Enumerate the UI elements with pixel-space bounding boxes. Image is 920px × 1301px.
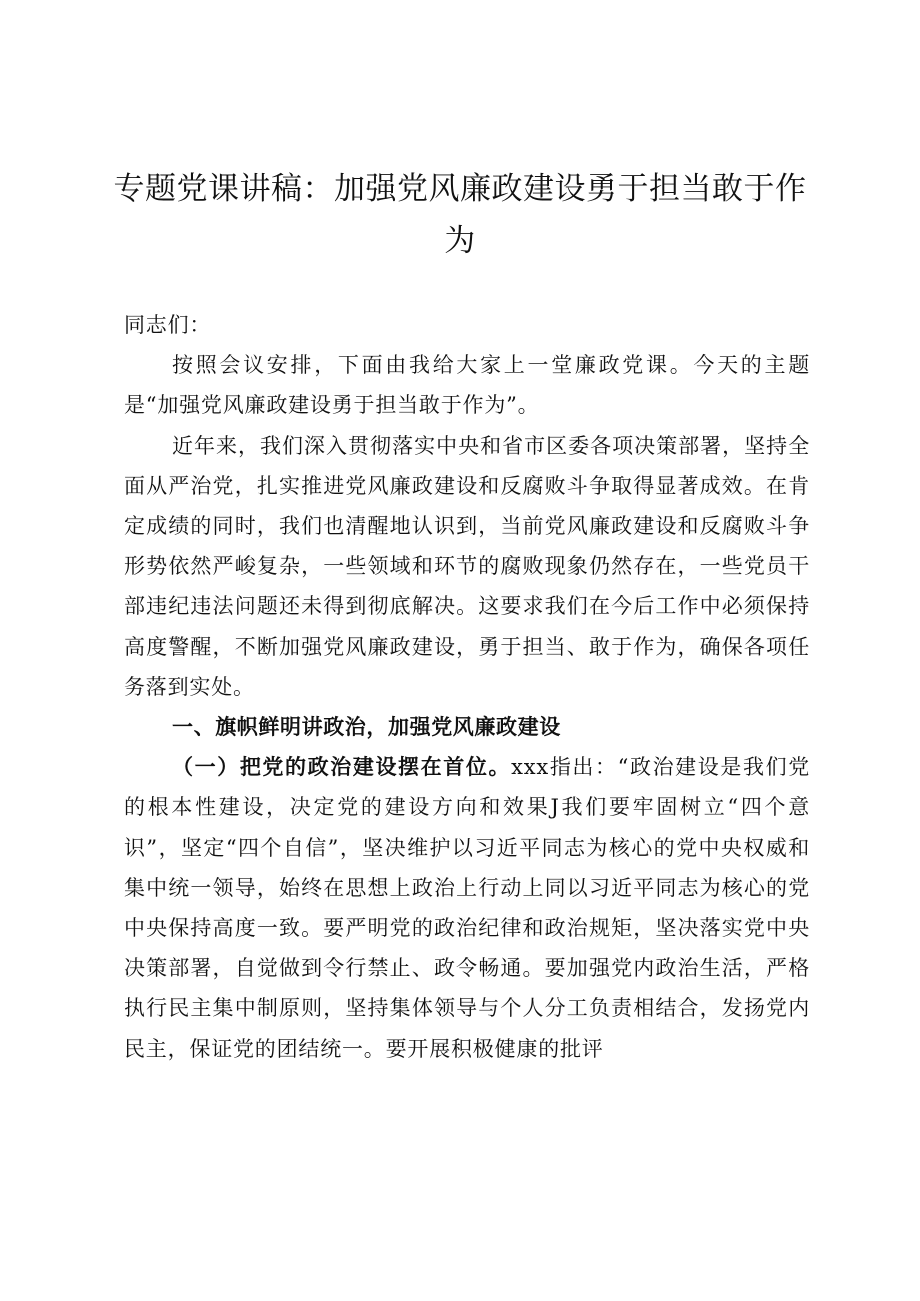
paragraph-intro: 按照会议安排，下面由我给大家上一堂廉政党课。今天的主题是“加强党风廉政建设勇于担当敢于作为”。 — [124, 353, 810, 418]
section-heading: 一、旗帜鲜明讲政治，加强党风廉政建设 — [172, 715, 561, 740]
subsection-text: xxx指出：“政治建设是我们党的根本性建设，决定党的建设方向和效果J我们要牢固树立“四个意识”，坚定“四个自信”，坚决维护以习近平同志为核心的党中央权威和集中统一领导，始终在思想上政治上行动上同以习近平同志为核心的党中央保持高度一致。要严明党的政治纪律和政治规矩，坚决落实党中央决策部署，自觉做到令行禁止、政令畅通。要加强党内政治生活，严格执行民主集中制原则，坚持集体领导与个人分工负责相结合，发扬党内民主，保证党的团结统一。要开展积极健康的批评 — [124, 755, 811, 1061]
subsection-paragraph — [124, 747, 810, 1069]
salutation: 同志们： — [124, 313, 212, 337]
document-title: 专题党课讲稿：加强党风廉政建设勇于担当敢于作为 — [113, 171, 807, 259]
paragraph-context: 近年来，我们深入贯彻落实中央和省市区委各项决策部署，坚持全面从严治党，扎实推进党风廉政建设和反腐败斗争取得显著成效。在肯定成绩的同时，我们也清醒地认识到，当前党风廉政建设和反腐败斗争形势依然严峻复杂，一些领域和环节的腐败现象仍然存在，一些党员干部违纪违法问题还未得到彻底解决。这要求我们在今后工作中必须保持高度警醒，不断加强党风廉政建设，勇于担当、敢于作为，确保各项任务落到实处。 — [124, 433, 810, 699]
document-body — [124, 305, 810, 1069]
subsection-lead: （一）把党的政治建设摆在首位。 — [172, 755, 512, 780]
